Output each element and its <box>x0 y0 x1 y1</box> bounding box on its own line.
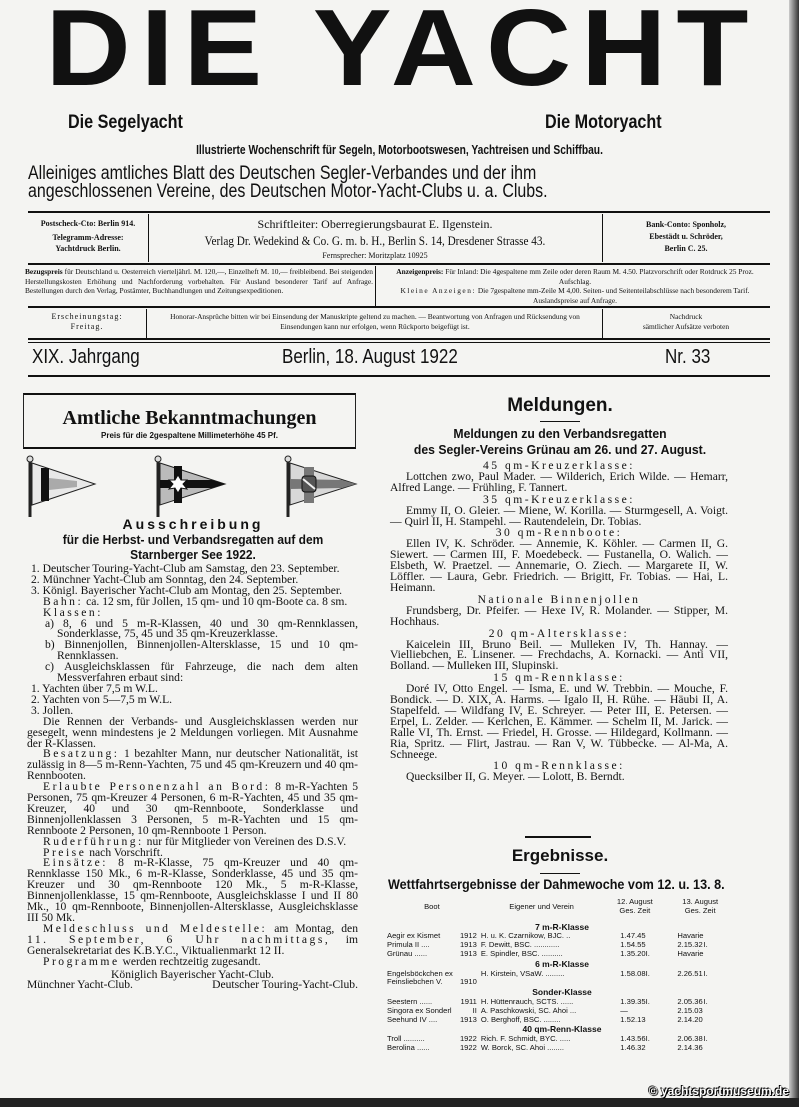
issue-number: Nr. 33 <box>665 346 711 368</box>
club-pennants <box>22 455 362 517</box>
bank-1: Bank-Conto: Sponholz, <box>645 220 727 229</box>
text: nur für Mitglieder von Vereinen des D.S.V. <box>143 834 347 848</box>
cell-boot: Aegir ex Kismet <box>387 931 441 941</box>
col-boot: Boot <box>424 902 440 911</box>
cell-t12: 1.43.56 <box>620 1034 646 1044</box>
paragraph <box>27 782 358 837</box>
cell-p13 <box>704 1044 737 1053</box>
masthead-right-subtitle: Die Motoryacht <box>545 112 662 133</box>
tender-subtitle-1: für die Herbst- und Verbandsregatten auf dem <box>62 532 324 547</box>
cell-year: 1910 <box>459 977 477 987</box>
cell-owner: O. Berghoff, BSC. ........ <box>480 1014 561 1024</box>
class-label: Nationale Binnenjollen <box>477 592 641 606</box>
text: 1 bezahlter Mann, nur deutscher Nationalität, ist zulässig in 8—5 m-Renn-Yachten, 75 und 45 qm-Kreuzern und 40 qm-Rennbooten. <box>27 747 358 783</box>
paragraph <box>27 749 358 782</box>
cell-boot: Singora ex Sonderl <box>387 1005 452 1015</box>
cell-owner: H. u. K. Czarnikow, BJC. .. <box>480 931 571 941</box>
watermark: © yachtsportmuseum.de <box>648 1084 789 1098</box>
cell-t12: 1.35.20 <box>620 948 646 958</box>
cell-year: 1913 <box>459 940 477 950</box>
list-item <box>27 692 358 706</box>
text: 8 m-R-Yachten 5 Personen, 75 qm-Kreuzer 4 Personen, 6 m-R-Yachten, 45 und 35 qm-Kreuzer, 40 und 30 qm-Rennboote, Sonderklasse und Binnenjollenklassen 3 Personen, 5 m-R-Yachten und 15 qm-Rennboote 2 Personen, 10 qm-Rennboote 1 Person. <box>27 780 358 837</box>
text: Die Rennen der Verbands- und Ausgleichsklassen werden nur gesegelt, wenn mindestens je 2 Meldungen vorliegen. Mit Ausnahme der R-Klassen. <box>27 714 358 750</box>
pennant-arms-flag <box>285 456 356 517</box>
entries-body <box>390 460 728 783</box>
class-name: 40 qm-Renn-Klasse <box>522 1024 602 1035</box>
cell-boot: Grünau ...... <box>387 948 428 958</box>
table-row <box>387 1044 737 1053</box>
cell-t12: 1.54.55 <box>620 940 646 950</box>
paragraph <box>27 921 358 957</box>
cell-t13: 2.14.20 <box>677 1014 703 1024</box>
text: 1. Deutscher Touring-Yacht-Club am Samstag, den 23. September. <box>31 562 340 575</box>
class-name: 6 m-R-Klasse <box>535 958 589 969</box>
class-label: 45 qm-Kreuzerklasse: <box>482 459 636 472</box>
class-entries: Emmy II, O. Gleier. — Miene, W. Korilla. — Sturmgesell, A. Voigt. — Quirl II, H. Stampehl. — Rautendelein, Dr. Tobias. <box>390 503 728 528</box>
cell-year: 1911 <box>460 996 477 1006</box>
text: nach Vorschrift. <box>86 845 163 859</box>
class-entries: Quecksilber II, G. Meyer. — Lolott, B. Berndt. <box>406 770 625 784</box>
kleine-text: Die 7gespaltene mm-Zeile M 4,00. Seiten- und Seitenteilabschlüsse nach besonderem Tarif. Auslandspreise auf Anfrage. <box>477 286 750 305</box>
text: 1. Yachten über 7,5 m W.L. <box>31 681 158 695</box>
cell-owner: H. Hüttenrauch, SCTS. ...... <box>480 996 574 1006</box>
erscheinung-label: Erscheinungstag: <box>51 312 123 321</box>
cell-t13: 2.06.38 <box>677 1034 703 1044</box>
cell-year: 1922 <box>459 1034 477 1044</box>
cell-t12: 1.58.08 <box>620 968 646 978</box>
masthead-left-subtitle: Die Segelyacht <box>68 112 183 133</box>
bezugspreis-label: Bezugspreis <box>25 267 63 276</box>
paragraph <box>27 858 358 923</box>
spaced-lead: Bahn: <box>43 594 84 608</box>
paragraph <box>27 954 358 968</box>
spaced-lead: Erlaubte Personenzahl an Bord: <box>43 780 271 794</box>
class-entries: Frundsberg, Dr. Pfeifer. — Hexe IV, R. Molander. — Stipper, M. Hochhaus. <box>390 603 728 628</box>
info-publisher <box>148 216 602 263</box>
text: Königlich Bayerischer Yacht-Club. <box>111 967 274 981</box>
cell-p12 <box>646 1007 664 1016</box>
class-entries: Doré IV, Otto Engel. — Isma, E. und W. Trebbin. — Mouche, F. Bondick. — D. XIX, A. Harms. — Igalo II, H. Rühe. — Häubi II, A. Stapelfeld. — Wildfang IV, E. Schreyer. — Peter III, E. Petersen. — Erpel, L. Zelder. — Kerlchen, E. Kämmer. — Schelm II, M. Jarick. — Ralle VI, Th. Ernst. — Friedel, H. Grosse. — Hildegard, Kollmann. — Ria, Spritz. — Flirt, Jastrau. — Ran V, W. Tübbecke. — Al-Ma, A. Schneege. <box>390 682 728 761</box>
class-label: 20 qm-Altersklasse: <box>488 626 630 640</box>
cell-t12: 1.39.35 <box>620 996 646 1006</box>
cell-t13: 2.15.03 <box>677 1005 703 1015</box>
cell-p13: I. <box>703 968 708 978</box>
nachdruck-1: Nachdruck <box>669 312 703 321</box>
text: ca. 12 sm, für Jollen, 15 qm- und 10 qm-Boote ca. 8 sm. <box>83 594 348 608</box>
cell-t13: 2.14.36 <box>677 1042 703 1052</box>
cell-year: 1912 <box>459 931 477 941</box>
spaced-lead: Preise <box>43 845 87 859</box>
text: b) Binnenjollen, Binnenjollen-Altersklasse, 15 und 10 qm-Rennklassen. <box>45 638 358 663</box>
cell-p12: I. <box>645 968 650 978</box>
text: 2. Münchner Yacht-Club am Sonntag, den 24. September. <box>31 572 299 586</box>
info-erscheinung <box>28 312 146 332</box>
signature: Deutscher Touring-Yacht-Club. <box>212 978 358 992</box>
entries-subheading <box>396 426 725 458</box>
cell-p12: I. <box>645 1034 650 1044</box>
info-anzeigenpreis <box>380 267 770 305</box>
cell-boot: Primula II .... <box>387 940 430 950</box>
telegramm-value: Yachtdruck Berlin. <box>55 244 121 253</box>
results-header-row <box>387 898 737 922</box>
tender-body <box>27 564 358 991</box>
paragraph <box>27 714 358 750</box>
pennant-star-flag <box>155 456 225 517</box>
info-honorar: Honorar-Ansprüche bitten wir bei Einsendung der Manuskripte geltend zu machen. — Beantwortung von Anfragen und Rücksendung von Einsendungen kann nur erfolgen, wenn Rückporto beigefügt ist. <box>170 312 580 331</box>
cell-owner: E. Spindler, BSC. .......... <box>480 948 563 958</box>
col-aug13 <box>663 898 737 922</box>
spaced-lead: Ruderführung: <box>43 834 144 848</box>
results-heading: Ergebnisse. <box>511 846 609 865</box>
aug12-sub: Ges. Zeit <box>619 905 651 915</box>
kleine-label: Kleine Anzeigen: <box>400 286 476 295</box>
cell-boot: Seehund IV .... <box>387 1014 438 1024</box>
official-notices-price: Preis für die 2gespaltene Millimeterhöhe 45 Pf. <box>101 431 278 440</box>
cell-p13 <box>704 1016 737 1025</box>
cell-p13 <box>704 932 737 941</box>
text: 3. Jollen. <box>31 703 74 717</box>
postscheck: Postscheck-Cto: Berlin 914. <box>40 219 136 228</box>
text: 2. Yachten von 5—7,5 m W.L. <box>31 692 173 706</box>
tender-subtitle-2: Starnberger See 1922. <box>130 547 256 562</box>
list-item <box>27 662 358 684</box>
cell-t13 <box>663 978 703 987</box>
spaced-lead: Besatzung: <box>43 747 120 761</box>
cell-p13 <box>704 978 737 987</box>
pennant-cross-flag <box>27 456 95 517</box>
official-notices-box <box>23 393 356 449</box>
results-title: Wettfahrtsergebnisse der Dahmewoche vom 12. u. 13. 8. <box>388 876 725 892</box>
cell-p13: I. <box>703 1034 708 1044</box>
entries-heading: Meldungen. <box>507 395 613 416</box>
cell-year: 1922 <box>459 1042 477 1052</box>
fernsprecher: Fernsprecher: Moritzplatz 10925 <box>322 251 428 260</box>
nachdruck-2: sämtlicher Aufsätze verboten <box>642 322 730 331</box>
cell-owner: W. Borck, SC. Ahoi ........ <box>480 1042 564 1052</box>
list-item <box>27 640 358 662</box>
class-label: 10 qm-Rennklasse: <box>493 759 625 773</box>
class-entries: Kaicelein III, Bruno Beil. — Mulleken IV, Th. Hannay. — Vielliebchen, E. Linsener. — Frechdachs, A. Kornacki. — Anti VII, Bolland. — Mulleken III, Slupinski. <box>390 637 728 673</box>
spaced-lead: Programme <box>43 954 120 968</box>
class-row <box>387 959 737 970</box>
class-entries: Lottchen zwo, Paul Mader. — Wilderich, Erich Wilde. — Hemarr, Alfred Lange. — Frühling, F. Tannert. <box>390 469 728 494</box>
spaced-lead: Meldeschluss und Meldestelle: <box>43 921 268 935</box>
cell-owner: A. Paschkowski, SC. Ahoi ... <box>480 1005 577 1015</box>
cell-boot: Berolina ...... <box>387 1042 430 1052</box>
info-postscheck <box>28 218 148 254</box>
spaced-lead: Klassen: <box>43 605 103 619</box>
cell-boot: Seestern ...... <box>387 996 433 1006</box>
cell-boot: Troll .......... <box>387 1034 425 1044</box>
entries-subheading-1: Meldungen zu den Verbandsregatten <box>453 426 667 441</box>
info-bank <box>602 219 770 255</box>
bank-2: Ebestädt u. Schröder, <box>649 232 723 241</box>
aug13-label: 13. August <box>682 897 719 906</box>
cell-year: II <box>472 1005 477 1015</box>
cell-t12 <box>606 978 645 987</box>
official-line-1: Alleiniges amtliches Blatt des Deutschen Segler-Verbandes und der ihm <box>28 163 537 184</box>
entries-subheading-2: des Segler-Vereins Grünau am 26. und 27. August. <box>413 442 707 457</box>
signature: Münchner Yacht-Club. <box>27 978 133 992</box>
class-label: 35 qm-Kreuzerklasse: <box>482 492 636 506</box>
aug12-label: 12. August <box>616 897 653 906</box>
cell-p13 <box>704 1007 737 1016</box>
cell-p12: I. <box>645 996 650 1006</box>
scan-edge-bottom <box>0 1098 799 1107</box>
table-row <box>387 950 737 959</box>
cell-owner: F. Dewitt, BSC. ............ <box>480 940 560 950</box>
info-nachdruck <box>602 312 770 332</box>
official-line-2: angeschlossenen Vereine, des Deutschen Motor-Yacht-Clubs u. a. Clubs. <box>28 181 548 202</box>
spaced-lead: Einsätze: <box>43 856 108 870</box>
cell-p12 <box>646 1016 664 1025</box>
text: a) 8, 6 und 5 m-R-Klassen, 40 und 30 qm-Rennklassen, Sonderklasse, 75, 45 und 35 qm-Kreuzerklasse. <box>45 616 358 641</box>
cell-t12: 1.46.32 <box>620 1042 646 1052</box>
cell-p12 <box>646 1044 664 1053</box>
cell-p12 <box>646 978 664 987</box>
col-owner: Eigener und Verein <box>509 902 574 911</box>
schriftleiter: Schriftleiter: Oberregierungsbaurat E. Ilgenstein. <box>257 217 493 231</box>
official-notices-title: Amtliche Bekanntmachungen <box>62 407 317 429</box>
cell-p12: I. <box>645 948 650 958</box>
spaced-lead: 11. September, 6 Uhr nachmittags <box>27 932 325 946</box>
cell-year: 1913 <box>459 1014 477 1024</box>
cell-boot: Engelsböckchen ex <box>387 968 453 978</box>
bank-3: Berlin C. 25. <box>664 244 708 253</box>
cell-year: 1913 <box>459 948 477 958</box>
cell-p13: I. <box>703 996 708 1006</box>
table-row <box>387 1016 737 1025</box>
issue-date: Berlin, 18. August 1922 <box>282 346 458 368</box>
results-table <box>387 898 737 1053</box>
cell-p13: I. <box>703 940 708 950</box>
cell-p13 <box>704 950 737 959</box>
cell-owner <box>477 978 606 987</box>
aug13-sub: Ges. Zeit <box>684 905 716 915</box>
cell-t13: 2.05.36 <box>677 996 703 1006</box>
cell-t13: Havarie <box>677 931 704 941</box>
masthead-title: DIE YACHT <box>45 0 759 109</box>
cell-boot: Feinsliebchen V. <box>387 977 443 987</box>
signature-line <box>27 980 358 991</box>
text: werden rechtzeitig zugesandt. <box>119 954 261 968</box>
telegramm-label: Telegramm-Adresse: <box>52 233 124 242</box>
class-name: 7 m-R-Klasse <box>535 921 589 932</box>
cell-t13: Havarie <box>677 948 704 958</box>
text: c) Ausgleichsklassen für Fahrzeuge, die nach dem alten Messverfahren erbaut sind: <box>45 660 358 685</box>
cell-owner: H. Kirstein, VSaW. ......... <box>480 968 565 978</box>
tender-heading <box>28 516 358 562</box>
verlag: Verlag Dr. Wedekind & Co. G. m. b. H., Berlin S. 14, Dresdener Strasse 43. <box>204 234 546 248</box>
volume: XIX. Jahrgang <box>32 346 140 368</box>
masthead-tagline: Illustrierte Wochenschrift für Segeln, Motorbootswesen, Yachtreisen und Schiffbau. <box>196 143 603 157</box>
class-label: 30 qm-Rennboote: <box>495 526 623 540</box>
cell-t12: 1.52.13 <box>620 1014 646 1024</box>
erscheinung-value: Freitag. <box>70 322 104 331</box>
anzeigen-text: Für Inland: Die 4gespaltene mm Zeile oder deren Raum M. 4.50. Platzvorschrift oder Rotdruck 25 Proz. Aufschlag. <box>445 267 754 286</box>
cell-t13: 2.26.51 <box>677 968 703 978</box>
scan-edge <box>789 0 799 1107</box>
text: 3. Königl. Bayerischer Yacht-Club am Montag, den 25. September. <box>31 583 343 597</box>
cell-t13: 2.15.32 <box>677 940 703 950</box>
text: am Montag, den <box>267 921 358 935</box>
cell-p12 <box>646 932 664 941</box>
bezugspreis-text: für Deutschland u. Oesterreich vierteljährl. M. 120,—, Einzelheft M. 10,— freibleibend. Bei steigenden Herstellungskosten Erhöhung und Nachforderung vorbehalten. Für Ausland besonderer Tarif auf Anfrage. Bestellungen durch den Verlag, Postämter, Buchhandlungen und Zeitungsexpeditionen. <box>25 267 373 295</box>
list-item <box>27 616 358 641</box>
text: 8 m-R-Klasse, 75 qm-Kreuzer und 40 qm-Rennklasse 150 Mk., 6 m-R-Klasse, Sonderklasse, 45 und 35 qm-Kreuzer und 30 qm-Rennboote 120 Mk., 5 m-R-Klasse, Binnenjollenklasse, 15 qm-Rennboote, Ausgleichsklasse I und II 80 Mk., 10 qm-Rennboote, Binnenjollen-Altersklasse, Ausgleichsklasse III 50 Mk. <box>27 856 358 924</box>
anzeigen-label: Anzeigenpreis: <box>396 267 444 276</box>
class-name: Sonder-Klasse <box>532 987 592 998</box>
tender-title: Ausschreibung <box>122 516 264 532</box>
cell-t12: 1.47.45 <box>620 931 646 941</box>
text: , im Generalsekretariat des K.B.Y.C., Viktualienmarkt 12 II. <box>27 932 358 957</box>
col-aug12 <box>606 898 663 922</box>
info-bezugspreis <box>25 267 373 296</box>
table-row <box>387 978 737 987</box>
cell-t12: — <box>620 1005 628 1015</box>
cell-owner: Rich. F. Schmidt, BYC. ..... <box>480 1034 571 1044</box>
class-entries: Ellen IV, K. Schröder. — Annemie, K. Köhler. — Carmen II, G. Siewert. — Carmen III, F. Moedebeck. — Fustanella, O. Walich. — Elsbeth, W. Praetzel. — Annemarie, O. Ziech. — Margarete II, W. Löffler. — Laura, Gebr. Friedrich. — Brigitt, Fr. Tobias. — Hai, L. Heimann. <box>390 537 728 594</box>
class-label: 15 qm-Rennklasse: <box>493 671 625 685</box>
